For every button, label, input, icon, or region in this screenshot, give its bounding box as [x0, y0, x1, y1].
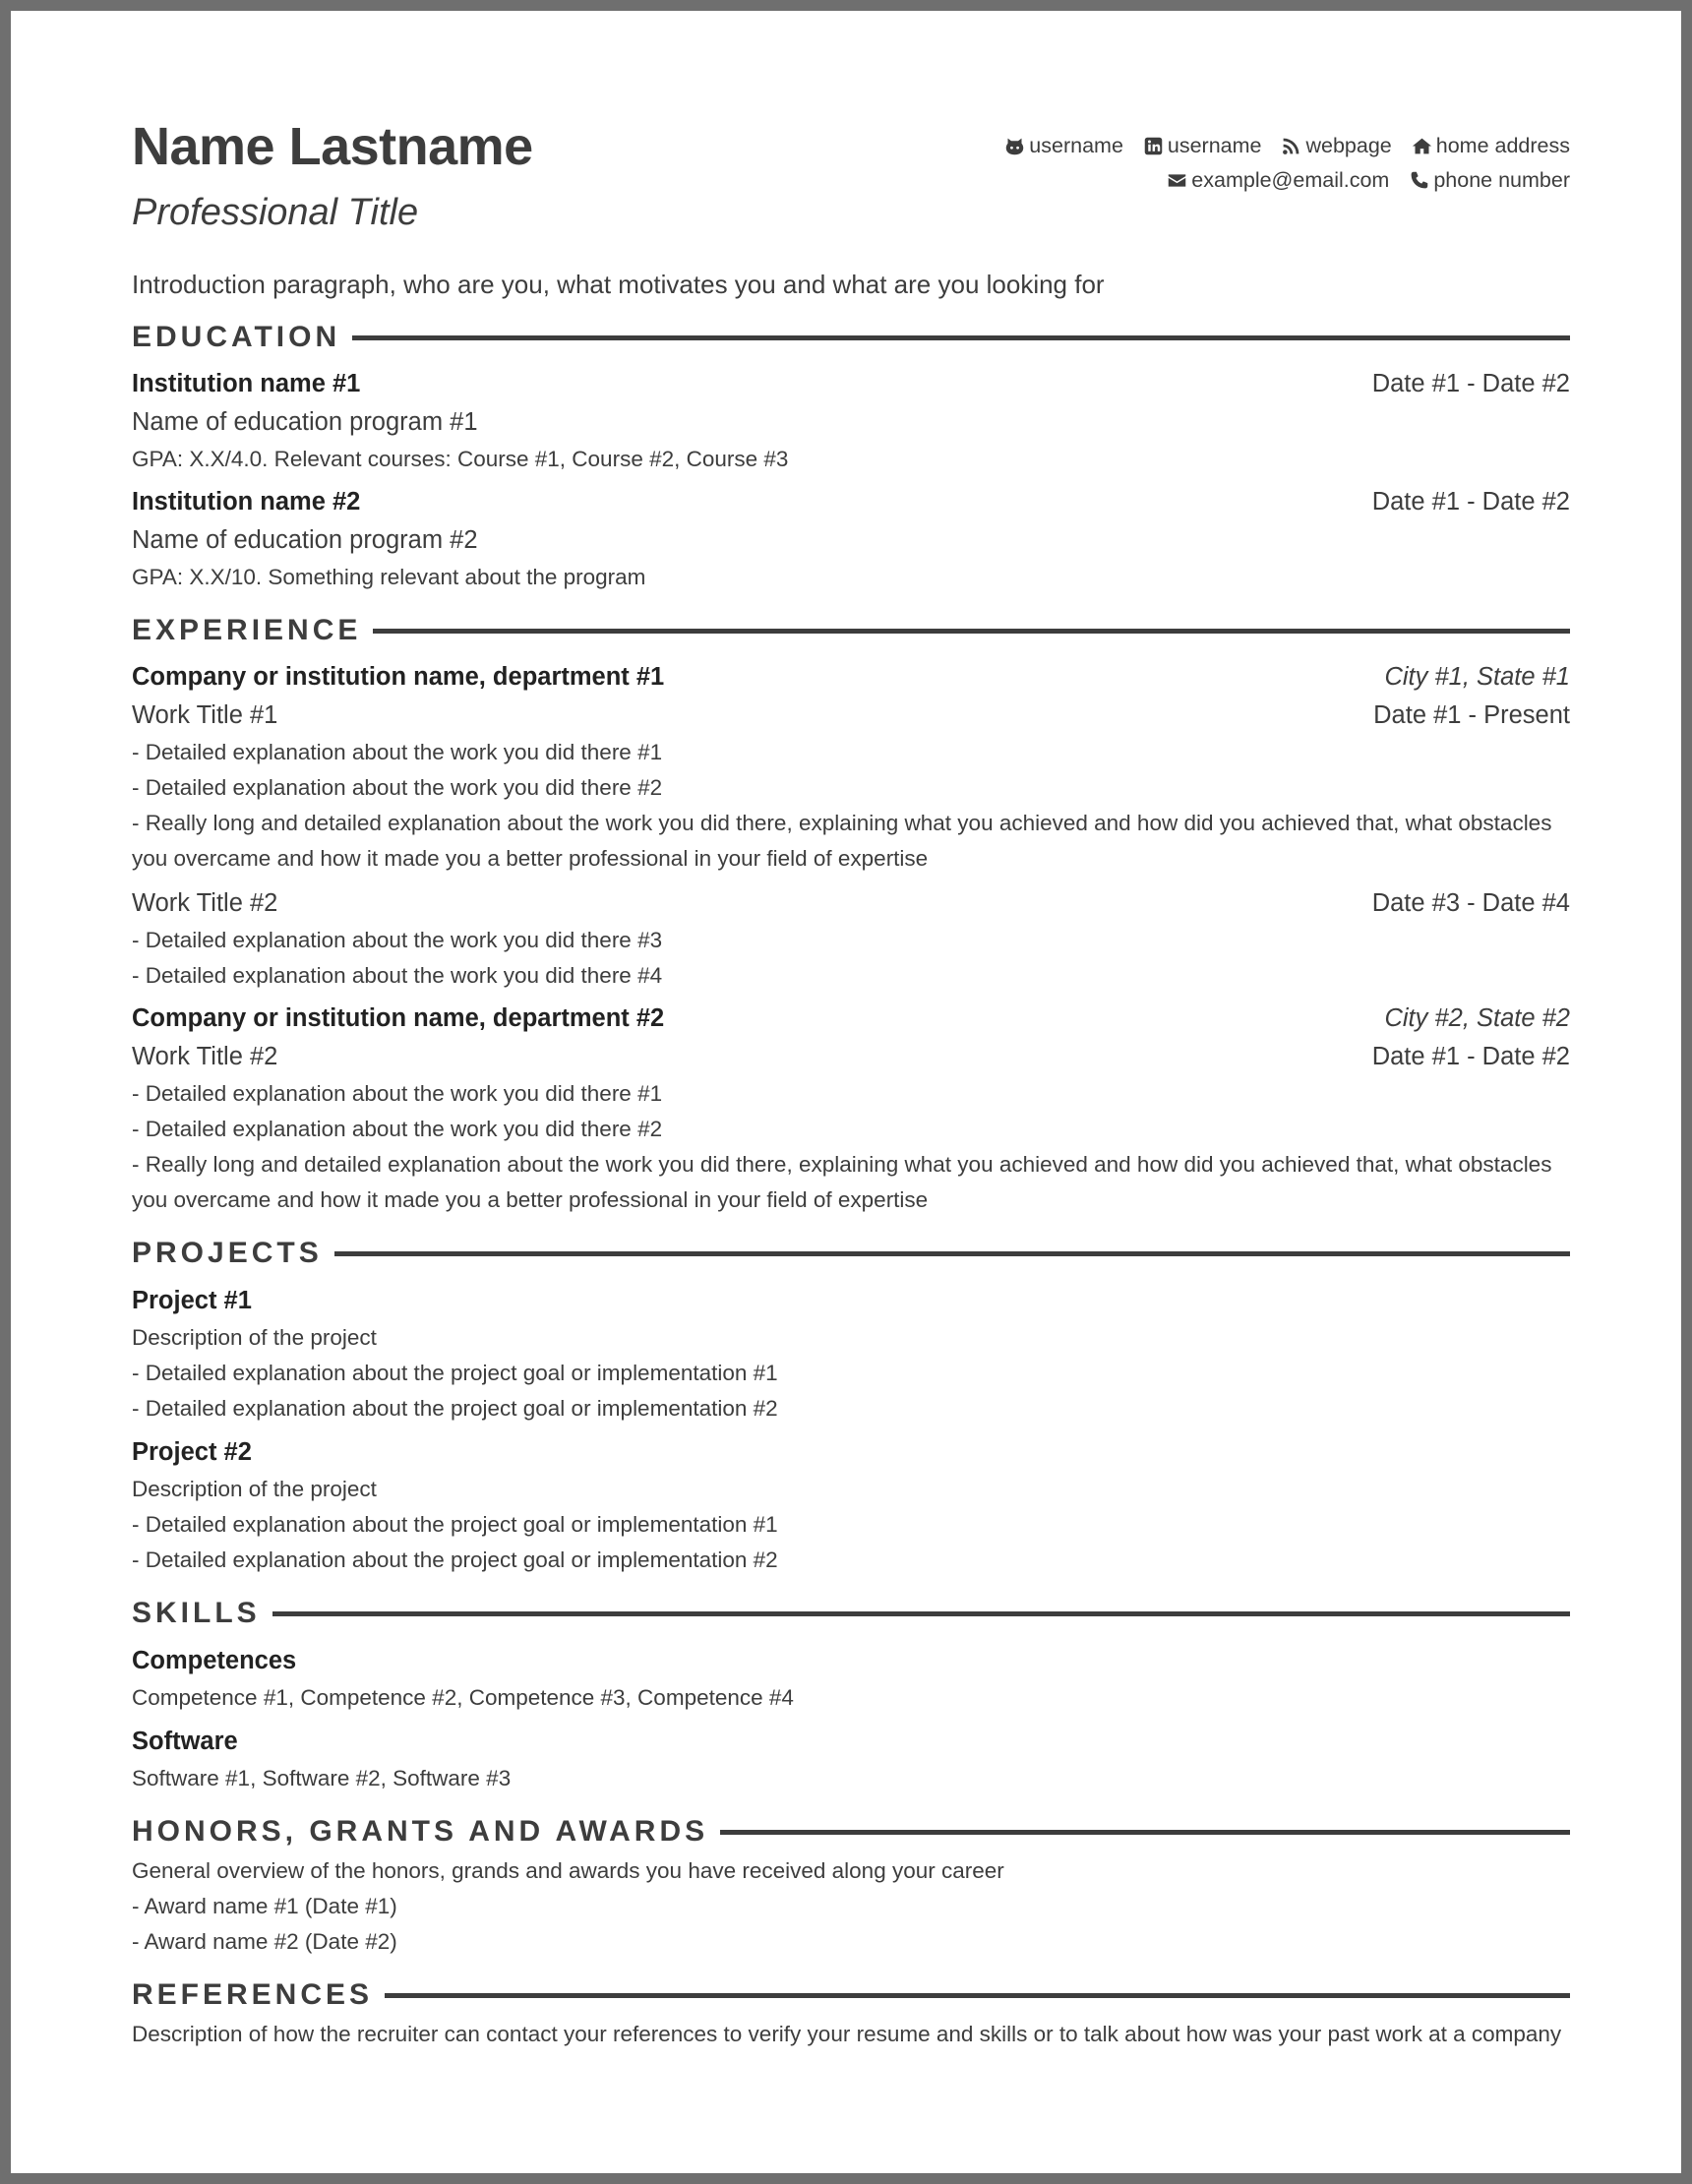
- experience-entry: [132, 658, 1570, 994]
- work-bullet: - Detailed explanation about the work you did there #1: [132, 1081, 663, 1106]
- resume-page: [11, 11, 1681, 2173]
- program-name: Name of education program #2: [132, 526, 478, 554]
- project-bullet: - Detailed explanation about the project goal or implementation #1: [132, 1512, 778, 1537]
- email-contact[interactable]: [1167, 165, 1389, 196]
- institution-name: Institution name #1: [132, 370, 361, 397]
- envelope-icon: [1167, 170, 1187, 191]
- work-bullet: - Detailed explanation about the work you did there #3: [132, 928, 663, 952]
- skills-section: [132, 1592, 1570, 1796]
- linkedin-icon: [1143, 136, 1164, 156]
- section-title: REFERENCES: [132, 1978, 374, 2011]
- company-name: Company or institution name, department #1: [132, 663, 665, 691]
- honors-overview: General overview of the honors, grands and awards you have received along your career: [132, 1858, 1004, 1883]
- section-divider: [272, 1611, 1570, 1616]
- work-bullet: - Detailed explanation about the work you did there #1: [132, 740, 663, 764]
- github-username: username: [1029, 134, 1123, 157]
- webpage-link: webpage: [1305, 134, 1392, 157]
- education-entry: [132, 365, 1570, 477]
- references-description: Description of how the recruiter can contact your references to verify your resume and skills or to talk about how was your past work at a company: [132, 2022, 1562, 2046]
- email-address: example@email.com: [1191, 168, 1390, 192]
- section-heading: [132, 1232, 1570, 1275]
- full-name: Name Lastname: [132, 117, 533, 176]
- award-item: - Award name #2 (Date #2): [132, 1929, 397, 1954]
- skill-group-label: Software: [132, 1728, 238, 1755]
- section-divider: [334, 1251, 1570, 1256]
- intro-paragraph: Introduction paragraph, who are you, what motivates you and what are you looking for: [132, 270, 1105, 299]
- work-title: Work Title #1: [132, 701, 278, 729]
- linkedin-username: username: [1167, 134, 1262, 157]
- project-bullet: - Detailed explanation about the project goal or implementation #1: [132, 1361, 778, 1385]
- home-address: home address: [1435, 134, 1570, 157]
- resume-content: [132, 117, 1570, 2052]
- work-dates: Date #1 - Date #2: [1371, 1043, 1570, 1070]
- education-dates: Date #1 - Date #2: [1371, 488, 1570, 516]
- section-divider: [373, 629, 1570, 634]
- projects-section: [132, 1232, 1570, 1578]
- resume-header: [132, 117, 1570, 265]
- experience-entry: [132, 1000, 1570, 1218]
- section-divider: [385, 1993, 1570, 1998]
- section-heading: [132, 1810, 1570, 1853]
- webpage-contact[interactable]: [1281, 131, 1391, 161]
- work-bullet: - Really long and detailed explanation about the work you did there, explaining what you achieved and how did you achieved that, what obstacles you overcame and how it made you a better professional in your field of expertise: [132, 1152, 1552, 1212]
- work-dates: Date #3 - Date #4: [1371, 889, 1570, 917]
- work-title: Work Title #2: [132, 1043, 278, 1070]
- company-location: City #2, State #2: [1384, 1004, 1570, 1032]
- work-dates: Date #1 - Present: [1373, 701, 1570, 729]
- section-title: EDUCATION: [132, 321, 341, 353]
- work-title: Work Title #2: [132, 889, 278, 917]
- project-description: Description of the project: [132, 1477, 377, 1501]
- contact-info: [991, 131, 1570, 200]
- project-bullet: - Detailed explanation about the project goal or implementation #2: [132, 1396, 778, 1421]
- section-heading: [132, 1973, 1570, 2017]
- references-section: [132, 1973, 1570, 2052]
- section-divider: [720, 1830, 1570, 1835]
- skill-group: [132, 1641, 1570, 1716]
- section-heading: [132, 609, 1570, 652]
- section-title: EXPERIENCE: [132, 614, 362, 646]
- work-bullet: - Detailed explanation about the work you did there #2: [132, 1117, 663, 1141]
- rss-icon: [1281, 136, 1301, 156]
- github-icon: [1004, 136, 1025, 156]
- project-description: Description of the project: [132, 1325, 377, 1350]
- home-icon: [1412, 136, 1432, 156]
- company-location: City #1, State #1: [1384, 663, 1570, 691]
- work-bullet: - Detailed explanation about the work you did there #4: [132, 963, 663, 988]
- section-divider: [352, 335, 1570, 340]
- skill-group: [132, 1722, 1570, 1796]
- program-name: Name of education program #1: [132, 408, 478, 436]
- phone-contact[interactable]: [1409, 165, 1570, 196]
- education-details: GPA: X.X/4.0. Relevant courses: Course #1, Course #2, Course #3: [132, 447, 789, 471]
- education-details: GPA: X.X/10. Something relevant about the program: [132, 565, 646, 589]
- work-bullet: - Really long and detailed explanation about the work you did there, explaining what you achieved and how did you achieved that, what obstacles you overcame and how it made you a better professional in your field of expertise: [132, 811, 1552, 871]
- section-heading: [132, 316, 1570, 359]
- skill-list: Software #1, Software #2, Software #3: [132, 1766, 512, 1790]
- linkedin-contact[interactable]: [1143, 131, 1262, 161]
- education-section: [132, 316, 1570, 595]
- experience-section: [132, 609, 1570, 1218]
- education-entry: [132, 483, 1570, 595]
- skill-list: Competence #1, Competence #2, Competence #3, Competence #4: [132, 1685, 794, 1710]
- company-name: Company or institution name, department #2: [132, 1004, 665, 1032]
- work-bullet: - Detailed explanation about the work you did there #2: [132, 775, 663, 800]
- github-contact[interactable]: [1004, 131, 1123, 161]
- section-heading: [132, 1592, 1570, 1635]
- section-title: SKILLS: [132, 1597, 261, 1629]
- address-contact: [1412, 131, 1570, 161]
- professional-title: Professional Title: [132, 192, 419, 233]
- section-title: PROJECTS: [132, 1237, 323, 1269]
- project-bullet: - Detailed explanation about the project goal or implementation #2: [132, 1547, 778, 1572]
- project-name: Project #2: [132, 1438, 252, 1466]
- phone-icon: [1409, 170, 1429, 191]
- phone-number: phone number: [1433, 168, 1570, 192]
- honors-section: [132, 1810, 1570, 1960]
- section-title: HONORS, GRANTS AND AWARDS: [132, 1815, 709, 1848]
- skill-group-label: Competences: [132, 1647, 297, 1674]
- education-dates: Date #1 - Date #2: [1371, 370, 1570, 397]
- project-name: Project #1: [132, 1287, 252, 1314]
- award-item: - Award name #1 (Date #1): [132, 1894, 397, 1918]
- institution-name: Institution name #2: [132, 488, 361, 516]
- project-entry: [132, 1281, 1570, 1426]
- project-entry: [132, 1432, 1570, 1578]
